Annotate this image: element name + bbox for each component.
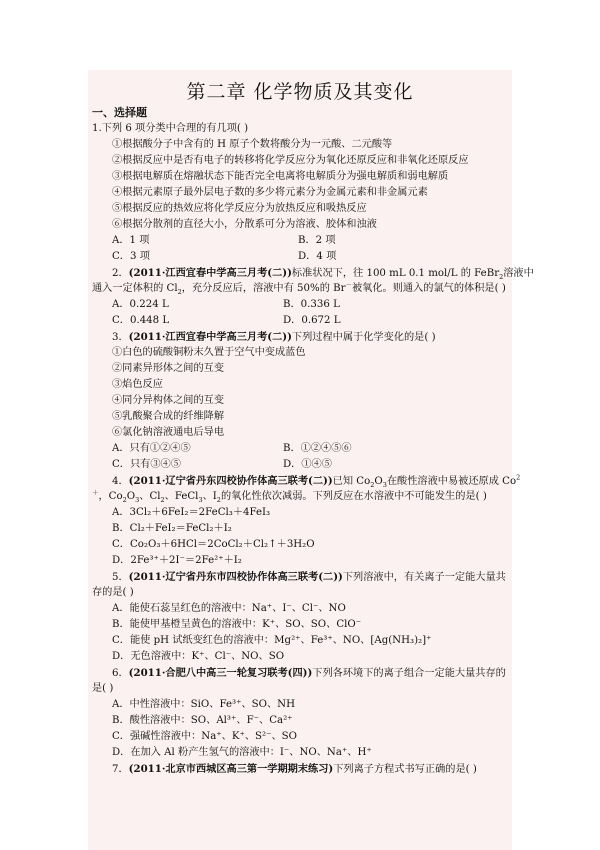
q1-item: ⑥根据分散剂的直径大小，分散系可分为溶液、胶体和浊液 xyxy=(112,219,377,230)
q5-option-c: C．能使 pH 试纸变红色的溶液中：Mg²⁺、Fe³⁺、NO、[Ag(NH₃)₂]⁺ xyxy=(112,635,432,646)
q2-option-a: A．0.224 L xyxy=(112,299,169,310)
q3-option-a: A．只有①②④⑤ xyxy=(112,443,191,454)
q3-item: ③焰色反应 xyxy=(112,379,163,390)
q1-option-c: C．3 项 xyxy=(112,251,150,262)
q6-option-c: C．强碱性溶液中：Na⁺、K⁺、S²⁻、SO xyxy=(112,731,297,742)
q7-stem: 7．(2011·北京市西城区高三第一学期期末练习)下列离子方程式书写正确的是( ) xyxy=(112,763,477,775)
q4-option-d: D．2Fe³⁺＋2I⁻＝2Fe²⁺＋I₂ xyxy=(112,555,242,566)
q6-option-a: A．中性溶液中：SiO、Fe³⁺、SO、NH xyxy=(112,699,295,710)
q1-stem: 1.下列 6 项分类中合理的有几项( ) xyxy=(92,123,249,134)
q5-stem-cont: 存的是( ) xyxy=(92,587,134,598)
q1-item: ②根据反应中是否有电子的转移将化学反应分为氧化还原反应和非氧化还原反应 xyxy=(112,155,469,166)
q4-line-2: ＋，$Co_2O_3$、$Cl_2$、FeCl$_3$、$I_2$的氧化性依次减弱。下列反应在水溶液中不可能发生的是( ) xyxy=(92,488,487,505)
section-heading: 一、选择题 xyxy=(92,106,147,119)
q5-source: (2011·辽宁省丹东市四校协作体高三联考(二)) xyxy=(128,571,343,583)
q6-stem: 6．(2011·合肥八中高三一轮复习联考(四))下列各环境下的离子组合一定能大量共存的 xyxy=(112,667,506,679)
q3-item: ⑥氯化钠溶液通电后导电 xyxy=(112,427,225,438)
q3-item: ⑤乳酸聚合成的纤维降解 xyxy=(112,411,225,422)
q1-item: ③根据电解质在熔融状态下能否完全电离将电解质分为强电解质和弱电解质 xyxy=(112,171,449,182)
chapter-title: 第二章 化学物质及其变化 xyxy=(186,81,414,103)
q3-item: ①白色的硫酸铜粉末久置于空气中变成蓝色 xyxy=(112,347,306,358)
q5-stem: 5．(2011·辽宁省丹东市四校协作体高三联考(二))下列溶液中，有关离子一定能大量共 xyxy=(112,571,506,583)
q5-option-a: A．能使石蕊呈红色的溶液中：Na⁺、I⁻、Cl⁻、NO xyxy=(112,603,346,614)
q2-option-d: D．0.672 L xyxy=(283,315,341,326)
q3-option-c: C．只有③④⑤ xyxy=(112,459,181,470)
q2-line-1: 2．(2011·江西宜春中学高三月考(二))标准状况下，往 100 mL 0.1 mol/L 的 FeBr$_2$溶液中 xyxy=(112,267,534,282)
q2-option-b: B．0.336 L xyxy=(283,299,340,310)
q7-source: (2011·北京市西城区高三第一学期期末练习) xyxy=(128,763,334,775)
q1-option-b: B．2 项 xyxy=(298,235,336,246)
q3-option-b: B．①②④⑤⑥ xyxy=(283,443,352,454)
q6-option-d: D．在加入 Al 粉产生氢气的溶液中：I⁻、NO、Na⁺、H⁺ xyxy=(112,747,372,758)
q5-option-d: D．无色溶液中：K⁺、Cl⁻、NO、SO xyxy=(112,651,285,662)
q3-option-d: D．①④⑤ xyxy=(283,459,332,470)
q1-item: ④根据元素原子最外层电子数的多少将元素分为金属元素和非金属元素 xyxy=(112,187,428,198)
q1-option-a: A．1 项 xyxy=(112,235,150,246)
q6-source: (2011·合肥八中高三一轮复习联考(四)) xyxy=(128,667,313,679)
q2-line-2: 通入一定体积的 $Cl_2$，充分反应后，溶液中有 50%的 Br－被氧化。则通入的氯气的体积是( ) xyxy=(92,280,506,297)
q4-line-1: 4．(2011·辽宁省丹东四校协作体高三联考(二))已知 $Co_2O_3$在酸性溶液中易被还原成 Co$^2$ xyxy=(112,473,521,490)
q2-option-c: C．0.448 L xyxy=(112,315,170,326)
q3-stem: 3．(2011·江西宜春中学高三月考(二))下列过程中属于化学变化的是( ) xyxy=(112,331,436,343)
q5-option-b: B．能使甲基橙呈黄色的溶液中：K⁺、SO、SO、ClO⁻ xyxy=(112,619,362,630)
q4-option-a: A．3Cl₂＋6FeI₂＝2FeCl₃＋4FeI₃ xyxy=(112,507,271,518)
q1-option-d: D．4 项 xyxy=(298,251,337,262)
q6-stem-cont: 是( ) xyxy=(92,683,114,694)
q4-option-b: B．Cl₂＋FeI₂＝FeCl₂＋I₂ xyxy=(112,523,232,534)
q2-source: (2011·江西宜春中学高三月考(二)) xyxy=(128,267,292,279)
q1-item: ①根据酸分子中含有的 H 原子个数将酸分为一元酸、二元酸等 xyxy=(112,139,393,150)
q3-item: ④同分异构体之间的互变 xyxy=(112,395,225,406)
q1-item: ⑤根据反应的热效应将化学反应分为放热反应和吸热反应 xyxy=(112,203,367,214)
q3-source: (2011·江西宜春中学高三月考(二)) xyxy=(128,331,292,343)
q6-option-b: B．酸性溶液中：SO、Al³⁺、F⁻、Ca²⁺ xyxy=(112,715,293,726)
q3-item: ②同素异形体之间的互变 xyxy=(112,363,225,374)
q4-source: (2011·辽宁省丹东四校协作体高三联考(二)) xyxy=(128,475,333,487)
q4-option-c: C．Co₂O₃＋6HCl＝2CoCl₂＋Cl₂↑＋3H₂O xyxy=(112,539,315,550)
